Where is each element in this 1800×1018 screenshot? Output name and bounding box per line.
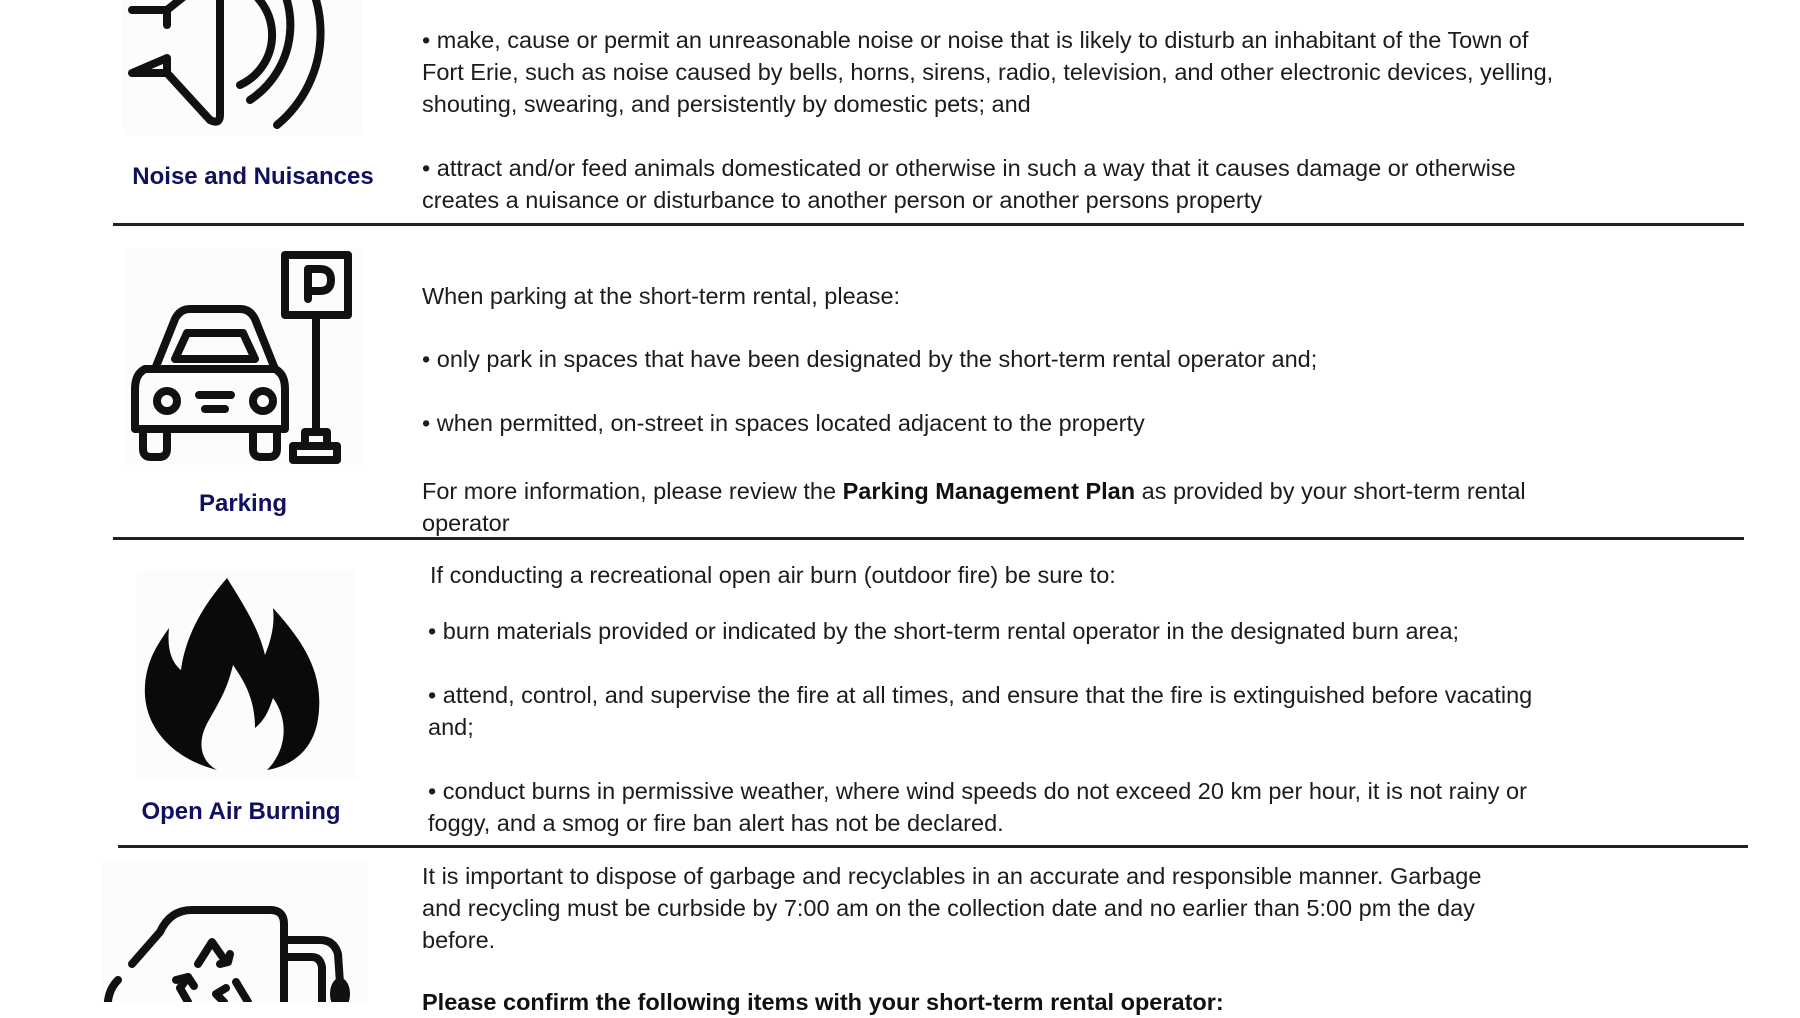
burning-bullet-3-line-1: • conduct burns in permissive weather, where wind speeds do not exceed 20 km per hour, it is not rainy or (428, 778, 1527, 804)
burning-bullet-2-line-1: • attend, control, and supervise the fire at all times, and ensure that the fire is extinguished before vacating (428, 682, 1533, 708)
parking-more-info (422, 475, 1526, 507)
garbage-confirm-heading: Please confirm the following items with your short-term rental operator: (422, 989, 1224, 1015)
recycling-truck-icon (102, 862, 372, 1002)
section-divider (113, 537, 1744, 540)
burning-bullet-2-line-2: and; (428, 714, 474, 740)
parking-more-info-prefix: For more information, please review the (422, 478, 843, 504)
section-label-noise: Noise and Nuisances (132, 163, 374, 190)
noise-bullet-1-line-1: • make, cause or permit an unreasonable noise or noise that is likely to disturb an inhabitant of the Town of (422, 27, 1529, 53)
section-label-parking: Parking (198, 490, 288, 517)
noise-bullet-2-line-1: • attract and/or feed animals domesticated or otherwise in such a way that it causes damage or otherwise (422, 155, 1516, 181)
burning-intro: If conducting a recreational open air burn (outdoor fire) be sure to: (430, 562, 1116, 588)
section-divider (118, 845, 1748, 848)
fire-flame-icon (137, 570, 357, 780)
noise-bullet-1-line-3: shouting, swearing, and persistently by domestic pets; and (422, 91, 1031, 117)
noise-bullet-1-line-2: Fort Erie, such as noise caused by bells, horns, sirens, radio, television, and other electronic devices, yelling, (422, 59, 1554, 85)
burning-bullet-1: • burn materials provided or indicated by the short-term rental operator in the designated burn area; (428, 618, 1460, 644)
parking-bullet-2: • when permitted, on-street in spaces located adjacent to the property (422, 410, 1145, 436)
burning-bullet-3-line-2: foggy, and a smog or fire ban alert has not be declared. (428, 810, 1004, 836)
parking-more-info-line-2: operator (422, 510, 510, 536)
garbage-para-line-3: before. (422, 927, 496, 953)
parking-intro: When parking at the short-term rental, please: (422, 283, 901, 309)
parking-more-info-suffix: as provided by your short-term rental (1135, 478, 1526, 504)
speaker-volume-icon (122, 0, 362, 130)
parking-bullet-1: • only park in spaces that have been designated by the short-term rental operator and; (422, 346, 1318, 372)
section-label-open-air-burning: Open Air Burning (141, 798, 341, 825)
noise-bullet-2-line-2: creates a nuisance or disturbance to another person or another persons property (422, 187, 1262, 213)
garbage-para-line-2: and recycling must be curbside by 7:00 am on the collection date and no earlier than 5:00 pm the day (422, 895, 1475, 921)
garbage-para-line-1: It is important to dispose of garbage and recyclables in an accurate and responsible manner. Garbage (422, 863, 1482, 889)
parking-management-plan: Parking Management Plan (842, 478, 1136, 504)
car-parking-sign-icon (125, 249, 365, 465)
section-divider (113, 223, 1744, 226)
